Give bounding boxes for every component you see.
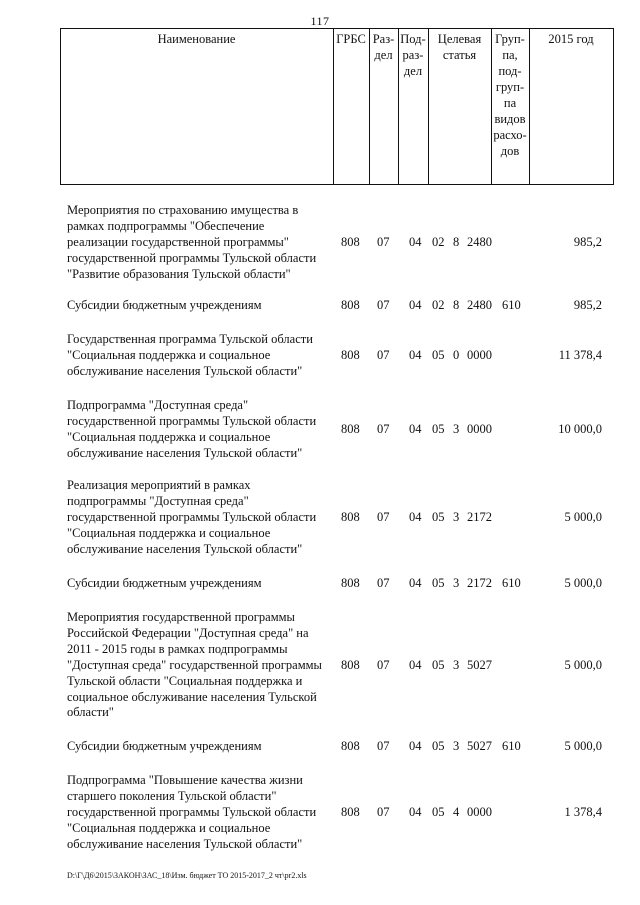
row-cs-program: 05 [432,658,445,672]
row-razdel: 07 [377,298,390,312]
row-cs-program: 02 [432,298,445,312]
row-name: Субсидии бюджетным учреждениям [67,298,262,312]
header-right-border [613,28,614,185]
row-amount: 5 000,0 [564,658,602,672]
row-amount: 985,2 [573,298,602,312]
row-cs-subprogram: 3 [453,510,460,524]
table-header [60,28,614,185]
row-amount: 11 378,4 [558,348,602,362]
row-grbs: 808 [341,348,360,362]
row-razdel: 07 [377,805,390,819]
row-cs-direction: 0000 [467,422,492,436]
row-name: Мероприятия государственной программы Российской Федерации "Доступная среда" на 2011 - 2015 годы в рамках подпрограммы "Доступная среда" государственной программы Тульской области "Социальная поддержка и социальное обслуживание населения Тульской области" [67,610,322,720]
header-top-border [60,28,614,29]
row-grbs: 808 [341,658,360,672]
file-path-footer: D:\Г\Д6\2015\ЗАКОН\ЗАС_18\Изм. бюджет ТО 2015-2017_2 чт\pr2.xls [67,871,307,880]
row-podrazdel: 04 [409,658,422,672]
row-name: Субсидии бюджетным учреждениям [67,576,262,590]
header-razdel: Раз- дел [372,32,395,62]
row-name: Субсидии бюджетным учреждениям [67,739,262,753]
row-cs-subprogram: 3 [453,739,460,753]
row-podrazdel: 04 [409,422,422,436]
row-cs-program: 05 [432,510,445,524]
row-cs-direction: 5027 [467,739,492,753]
row-name: Подпрограмма "Доступная среда" государственной программы Тульской области "Социальная поддержка и социальное обслуживание населения Тульской области" [67,398,317,460]
row-cs-subprogram: 8 [453,298,460,312]
header-tselevaya-statya: Целевая статья [437,32,482,62]
row-cs-direction: 0000 [467,805,492,819]
row-name: Подпрограмма "Повышение качества жизни старшего поколения Тульской области" государственной программы Тульской области "Социальная поддержка и социальное обслуживание населения Тульской области" [67,773,317,851]
row-razdel: 07 [377,576,390,590]
row-cs-subprogram: 3 [453,576,460,590]
row-cs-program: 05 [432,348,445,362]
row-podrazdel: 04 [409,235,422,249]
row-cs-program: 05 [432,739,445,753]
row-grbs: 808 [341,576,360,590]
row-grbs: 808 [341,510,360,524]
row-razdel: 07 [377,235,390,249]
row-grbs: 808 [341,805,360,819]
row-cs-program: 02 [432,235,445,249]
header-year: 2015 год [548,32,594,46]
row-cs-program: 05 [432,576,445,590]
row-name: Мероприятия по страхованию имущества в рамках подпрограммы "Обеспечение реализации государственной программы" государственной программы Тульской области "Развитие образования Тульской области" [67,203,317,281]
row-name: Государственная программа Тульской области "Социальная поддержка и социальное обслуживание населения Тульской области" [67,332,313,378]
row-cs-subprogram: 4 [453,805,460,819]
row-name: Реализация мероприятий в рамках подпрограммы "Доступная среда" государственной программы Тульской области "Социальная поддержка и социальное обслуживание населения Тульской области" [67,478,317,556]
row-amount: 5 000,0 [564,739,602,753]
row-cs-subprogram: 3 [453,658,460,672]
row-cs-direction: 2480 [467,235,492,249]
row-vid: 610 [502,298,521,312]
row-podrazdel: 04 [409,348,422,362]
row-cs-direction: 0000 [467,348,492,362]
header-grbs: ГРБС [336,32,366,46]
row-amount: 10 000,0 [558,422,602,436]
row-cs-direction: 2172 [467,576,492,590]
header-divider [333,28,334,185]
row-grbs: 808 [341,235,360,249]
row-grbs: 808 [341,422,360,436]
row-amount: 5 000,0 [564,576,602,590]
row-grbs: 808 [341,739,360,753]
row-podrazdel: 04 [409,298,422,312]
row-cs-direction: 2480 [467,298,492,312]
row-razdel: 07 [377,422,390,436]
row-vid: 610 [502,739,521,753]
header-podrazdel: Под- раз- дел [400,32,426,78]
row-cs-direction: 5027 [467,658,492,672]
row-cs-program: 05 [432,805,445,819]
row-razdel: 07 [377,739,390,753]
row-grbs: 808 [341,298,360,312]
header-divider [529,28,530,185]
row-razdel: 07 [377,658,390,672]
row-cs-direction: 2172 [467,510,492,524]
row-amount: 1 378,4 [564,805,602,819]
row-cs-subprogram: 8 [453,235,460,249]
row-cs-program: 05 [432,422,445,436]
row-podrazdel: 04 [409,576,422,590]
row-podrazdel: 04 [409,805,422,819]
row-vid: 610 [502,576,521,590]
header-bottom-border [60,184,614,185]
row-amount: 5 000,0 [564,510,602,524]
row-amount: 985,2 [573,235,602,249]
row-cs-subprogram: 3 [453,422,460,436]
header-left-border [60,28,61,185]
row-cs-subprogram: 0 [453,348,460,362]
header-name: Наименование [157,32,236,46]
row-podrazdel: 04 [409,510,422,524]
row-razdel: 07 [377,348,390,362]
row-razdel: 07 [377,510,390,524]
header-vid-rashodov: Груп- па, под- груп- па видов расхо- дов [493,32,527,158]
row-podrazdel: 04 [409,739,422,753]
page-number: 117 [310,14,330,28]
